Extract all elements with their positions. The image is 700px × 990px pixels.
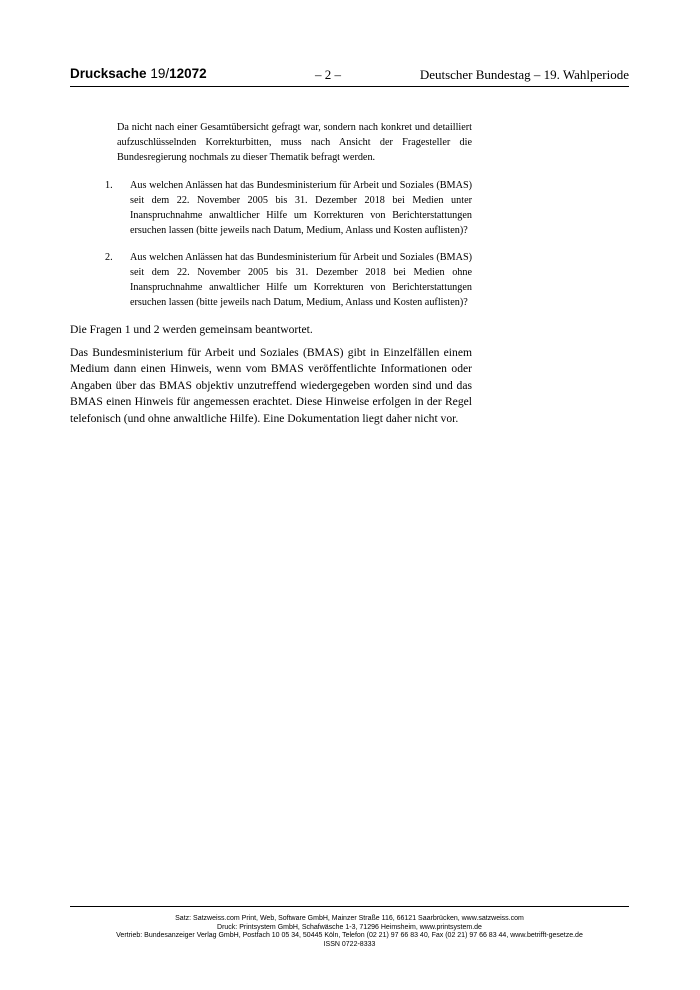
question-number: 1.	[105, 180, 113, 191]
footer-line-typesetting: Satz: Satzweiss.com Print, Web, Software GmbH, Mainzer Straße 116, 66121 Saarbrücken, www.satzweiss.com	[175, 915, 524, 922]
document-number: Drucksache 19/12072	[70, 66, 207, 81]
question-item	[105, 178, 472, 238]
footer-divider	[70, 906, 629, 907]
footer-line-distribution: Vertrieb: Bundesanzeiger Verlag GmbH, Postfach 10 05 34, 50445 Köln, Telefon (02 21) 97 66 83 40, Fax (02 21) 97 66 83 44, www.betrifft-gesetze.de	[116, 932, 583, 940]
footer-line-issn: ISSN 0722-8333	[323, 940, 376, 948]
institution-label: Deutscher Bundestag – 19. Wahlperiode	[419, 67, 629, 82]
question-text: Aus welchen Anlässen hat das Bundesministerium für Arbeit und Soziales (BMAS) seit dem 22. November 2005 bis 31. Dezember 2018 bei Medien unter Inanspruchnahme anwaltlicher Hilfe um Korrekturen von Berichterstattungen ersuchen lassen (bitte jeweils nach Datum, Medium, Anlass und Kosten auflisten)?	[130, 180, 472, 236]
question-item	[105, 250, 472, 310]
answer-body: Das Bundesministerium für Arbeit und Soziales (BMAS) gibt in Einzelfällen einem Medium dann einen Hinweis, wenn vom BMAS veröffentlichte Informationen oder Angaben über das BMAS objektiv unzutreffend wiedergegeben worden sind und das BMAS einen Hinweis für angemessen erachtet. Diese Hinweise erfolgen in der Regel telefonisch (und ohne anwaltliche Hilfe). Eine Dokumentation liegt daher nicht vor.	[70, 346, 472, 425]
imprint-footer	[70, 915, 629, 949]
answer-intro: Die Fragen 1 und 2 werden gemeinsam beantwortet.	[70, 323, 313, 336]
intro-paragraph: Da nicht nach einer Gesamtübersicht gefragt war, sondern nach konkret und detailliert aufzuschlüsselnden Korrekturbitten, muss nach Ansicht der Fragesteller die Bundesregierung nochmals zu dieser Thematik befragt werden.	[117, 122, 472, 163]
footer-line-printing: Druck: Printsystem GmbH, Schafwäsche 1-3, 71296 Heimsheim, www.printsystem.de	[217, 923, 482, 931]
page-number: – 2 –	[315, 67, 341, 82]
question-text: Aus welchen Anlässen hat das Bundesministerium für Arbeit und Soziales (BMAS) seit dem 22. November 2005 bis 31. Dezember 2018 bei Medien ohne Inanspruchnahme anwaltlicher Hilfe um Korrekturen von Berichterstattungen ersuchen lassen (bitte jeweils nach Datum, Medium, Anlass und Kosten auflisten)?	[130, 252, 472, 308]
page-header	[70, 66, 629, 87]
question-number: 2.	[105, 252, 113, 263]
